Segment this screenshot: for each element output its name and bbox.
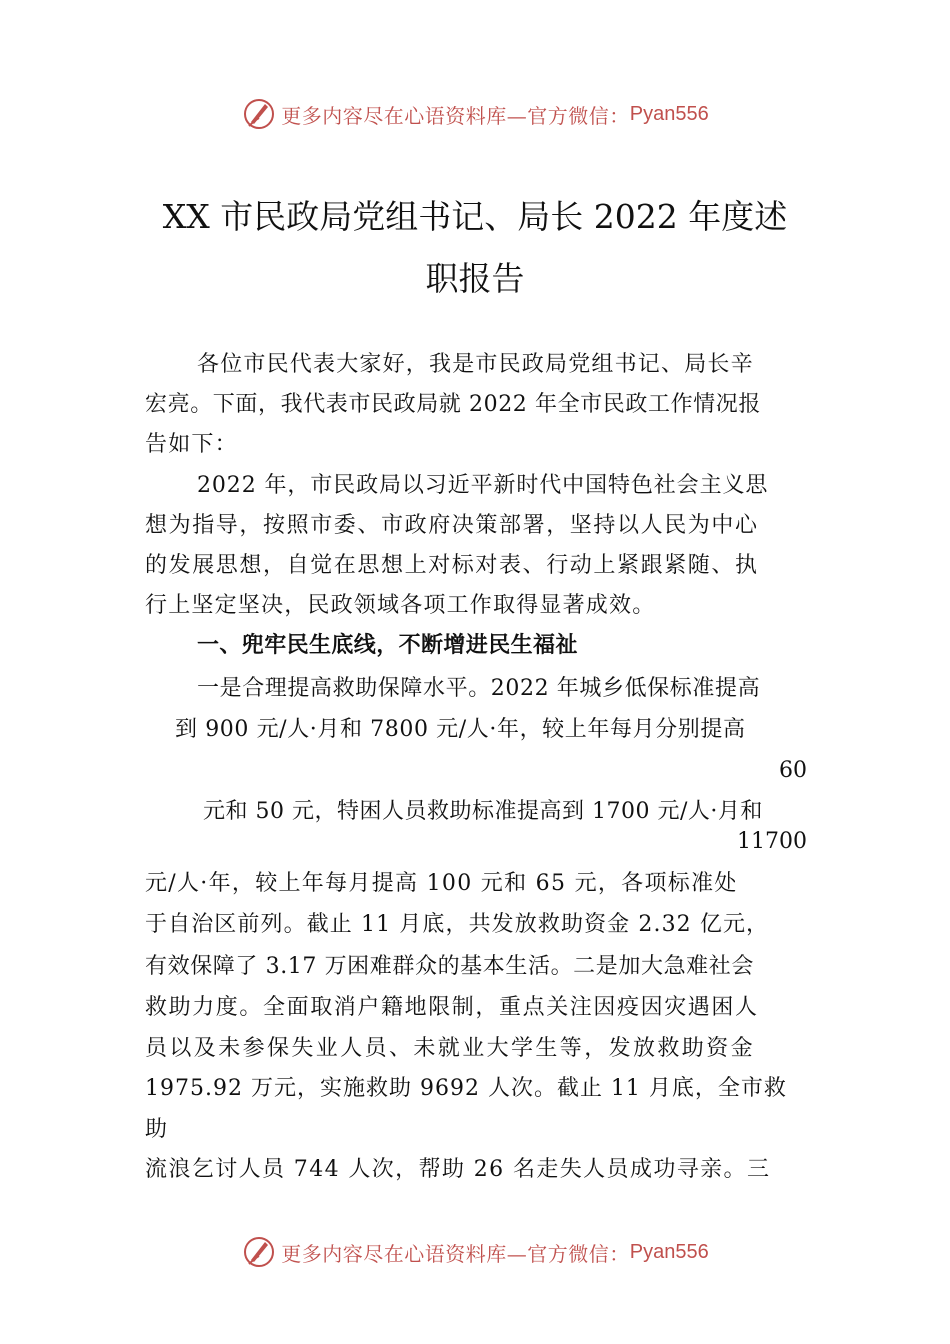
watermark-handle: Pyan556	[629, 102, 709, 125]
quill-seal-icon	[241, 1234, 277, 1270]
watermark-handle: Pyan556	[629, 1240, 709, 1263]
section-heading: 一、兜牢民生底线，不断增进民生福祉	[197, 633, 578, 658]
body-line: 流浪乞讨人员 744 人次，帮助 26 名走失人员成功寻亲。三	[145, 1157, 771, 1182]
body-line: 11700	[737, 829, 807, 854]
watermark-text: 更多内容尽在心语资料库—官方微信：	[281, 103, 630, 128]
title-line-2: 职报告	[425, 259, 525, 298]
body-line: 2022 年，市民政局以习近平新时代中国特色社会主义思	[197, 473, 769, 498]
body-line: 有效保障了 3.17 万困难群众的基本生活。二是加大急难社会	[145, 954, 754, 979]
watermark-text: 更多内容尽在心语资料库—官方微信：	[281, 1241, 630, 1266]
body-line: 到 900 元/人·月和 7800 元/人·年，较上年每月分别提高	[175, 717, 746, 742]
body-line: 60	[779, 758, 807, 783]
body-line: 助	[145, 1117, 168, 1142]
watermark-footer	[0, 1232, 950, 1272]
body-line: 救助力度。全面取消户籍地限制，重点关注因疫因灾遇困人	[145, 995, 759, 1020]
body-line: 员以及未参保失业人员、未就业大学生等，发放救助资金	[145, 1036, 756, 1061]
body-line: 的发展思想，自觉在思想上对标对表、行动上紧跟紧随、执	[145, 553, 759, 578]
body-line: 各位市民代表大家好，我是市民政局党组书记、局长辛	[197, 352, 754, 377]
body-line: 告如下：	[145, 432, 238, 457]
body-line: 1975.92 万元，实施救助 9692 人次。截止 11 月底，全市救	[145, 1076, 787, 1101]
body-line: 行上坚定坚决，民政领域各项工作取得显著成效。	[145, 593, 656, 618]
body-line: 于自治区前列。截止 11 月底，共发放救助资金 2.32 亿元，	[145, 912, 770, 937]
body-line: 元和 50 元，特困人员救助标准提高到 1700 元/人·月和	[203, 799, 763, 824]
body-line: 宏亮。下面，我代表市民政局就 2022 年全市民政工作情况报	[145, 392, 761, 417]
body-line: 想为指导，按照市委、市政府决策部署，坚持以人民为中心	[145, 513, 759, 538]
document-title	[120, 186, 830, 310]
body-line: 元/人·年，较上年每月提高 100 元和 65 元，各项标准处	[145, 871, 738, 896]
quill-seal-icon	[241, 96, 277, 132]
body-line: 一是合理提高救助保障水平。2022 年城乡低保标准提高	[197, 676, 761, 701]
title-line-1: XX 市民政局党组书记、局长 2022 年度述	[162, 197, 788, 236]
watermark-header	[0, 94, 950, 134]
